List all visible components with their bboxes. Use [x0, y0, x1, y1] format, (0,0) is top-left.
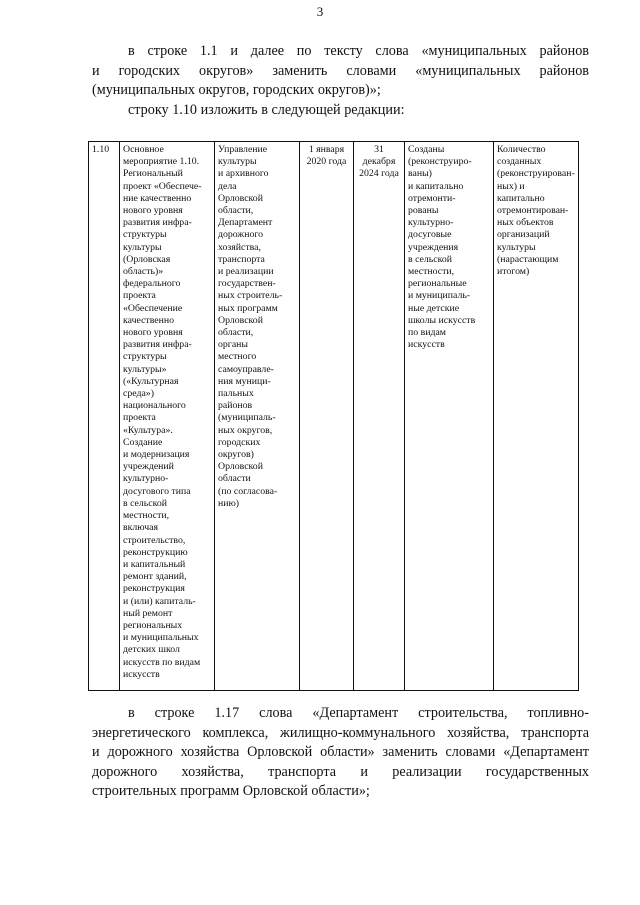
cell-executor: Управление культуры и архивного дела Орловской области, Департамент дорожного хозяйства, транспорта и реализации государствен- ных строитель- ных программ Орловской области, органы местного самоуправле- ния муници- пальных районов (муниципаль- ных округов, городских округов) Орловской области (по согласова- нию) — [215, 142, 300, 691]
intro-line-3: (муниципальных округов, городских округов)»; — [92, 82, 381, 98]
cell-indicator: Количество созданных (реконструирован- ных) и капитально отремонтирован- ных объектов организаций культуры (нарастающим итогом) — [494, 142, 579, 691]
intro-line-4: строку 1.10 изложить в следующей редакции: — [128, 101, 405, 118]
cell-measure-name: Основное мероприятие 1.10. Региональный проект «Обеспече- ние качественно нового уровня развития инфра- структуры культуры (Орловская область)» федерального проекта «Обеспечение качественно нового уровня развития инфра- структуры культуры» («Культурная среда») национального проекта «Культура». Создание и модернизация учреждений культурно- досугового типа в сельской местности, включая строительство, реконструкцию и капитальный ремонт зданий, реконструкция и (или) капиталь- ный ремонт региональных и муниципальных детских школ искусств по видам искусств — [120, 142, 215, 691]
page-number: 3 — [316, 4, 324, 19]
outro-line-3: и дорожного хозяйства Орловской области» заменить словами «Департамент — [92, 744, 589, 760]
outro-line-1: в строке 1.17 слова «Департамент строительства, топливно- — [128, 705, 589, 721]
cell-row-number: 1.10 — [89, 142, 120, 691]
intro-line-2: и городских округов» заменить словами «муниципальных районов — [92, 62, 589, 79]
intro-line-1: в строке 1.1 и далее по тексту слова «муниципальных районов — [128, 43, 589, 59]
cell-start-date: 1 января 2020 года — [300, 142, 354, 691]
measures-table — [88, 141, 579, 691]
outro-line-4: дорожного хозяйства, транспорта и реализации государственных — [92, 763, 589, 780]
outro-line-2: энергетического комплекса, жилищно-коммунального хозяйства, транспорта — [92, 724, 589, 741]
cell-end-date: 31 декабря 2024 года — [354, 142, 405, 691]
table-row — [89, 142, 579, 691]
intro-paragraph — [92, 42, 589, 120]
outro-line-5: строительных программ Орловской области»; — [92, 783, 370, 799]
outro-paragraph — [92, 704, 589, 802]
cell-expected-result: Созданы (реконструиро- ваны) и капитально отремонти- рованы культурно- досуговые учреждения в сельской местности, региональные и муниципаль- ные детские школы искусств по видам искусств — [405, 142, 494, 691]
